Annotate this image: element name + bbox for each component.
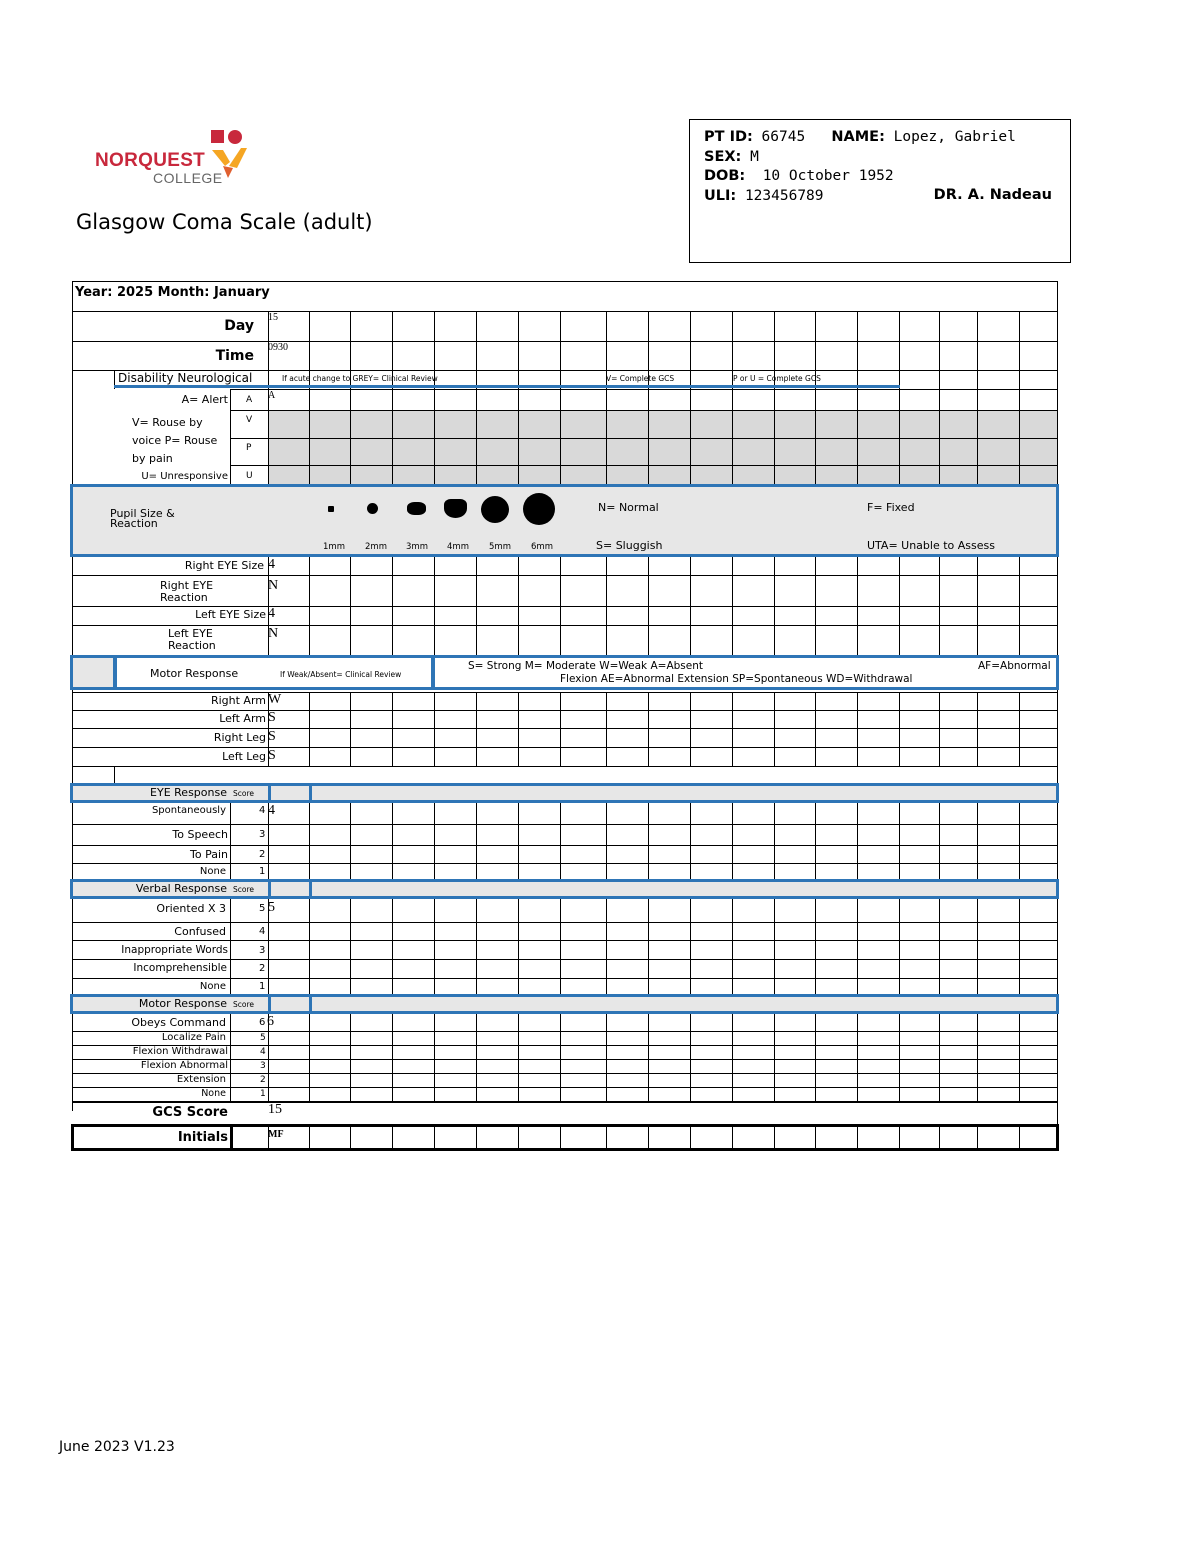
right-eye-size-label: Right EYE Size [184, 559, 264, 572]
grid-column-line [899, 557, 900, 655]
grid-column-line [392, 389, 393, 486]
grid-column-line [392, 557, 393, 655]
eye-item-2: To Pain [190, 848, 228, 861]
pupil-size-1: 1mm [323, 542, 345, 552]
grid-column-line [815, 557, 816, 655]
grid-column-line [434, 801, 435, 1101]
grid-column-line [899, 692, 900, 766]
disability-label: Disability Neurological [118, 371, 253, 385]
grid-column-line [732, 557, 733, 655]
grid-column-line [774, 557, 775, 655]
motor-item-0: Obeys Command [131, 1016, 226, 1029]
day-label: Day [224, 318, 254, 334]
grid-column-line [774, 389, 775, 486]
motor-legend-2: Flexion AE=Abnormal Extension SP=Spontaneous WD=Withdrawal [560, 673, 913, 685]
right-leg-label: Right Leg [213, 731, 266, 744]
entry-right-eye-reaction[interactable]: N [268, 578, 279, 593]
eye-response-label: EYE Response [150, 786, 227, 799]
grid-column-line [690, 389, 691, 486]
grid-column-line [350, 389, 351, 486]
grid-column-line [309, 801, 310, 1101]
entry-motor-score[interactable]: 6 [267, 1014, 274, 1029]
grid-column-line [1019, 692, 1020, 766]
grid-left-border [72, 281, 73, 1111]
grid-column-line [606, 801, 607, 1101]
grid-column-line [230, 389, 231, 486]
pupil-size-2: 2mm [365, 542, 387, 552]
grid-column-line [899, 311, 900, 389]
pupil-size-3: 3mm [406, 542, 428, 552]
motor-item-3: Flexion Abnormal [140, 1060, 228, 1071]
entry-right-arm[interactable]: W [268, 692, 282, 707]
form-title: Glasgow Coma Scale (adult) [76, 210, 373, 234]
pt-id-label: PT ID: [704, 129, 753, 145]
grid-column-line [690, 692, 691, 766]
motor-score-4: 2 [260, 1075, 266, 1085]
grid-column-line [939, 557, 940, 655]
patient-info-box [689, 119, 1071, 263]
uli-value: 123456789 [744, 187, 824, 204]
grid-column-line [899, 389, 900, 486]
left-leg-label: Left Leg [222, 750, 266, 763]
pupil-label: Pupil Size & Reaction [110, 507, 175, 530]
sex-label: SEX: [704, 148, 742, 165]
entry-time[interactable]: 0930 [268, 342, 288, 353]
alert-label: A= Alert [181, 393, 228, 406]
grid-column-line [476, 692, 477, 766]
year-month-label: Year: 2025 Month: January [75, 285, 270, 300]
grid-column-line [939, 389, 940, 486]
pupil-2mm-icon [367, 503, 378, 514]
grid-column-line [230, 801, 231, 1101]
entry-left-eye-reaction[interactable]: N [268, 626, 279, 641]
grid-column-line [815, 692, 816, 766]
grid-column-line [392, 692, 393, 766]
logo-name: NORQUEST [95, 150, 206, 171]
code-p: P [246, 443, 252, 453]
entry-avpu[interactable]: A [268, 390, 276, 401]
eye-item-3: None [199, 866, 226, 877]
grid-column-line [434, 557, 435, 655]
eye-item-0: Spontaneously [151, 805, 226, 816]
pupil-6mm-icon [523, 493, 555, 525]
motor-score-1: 5 [260, 1033, 266, 1043]
grid-column-line [518, 311, 519, 389]
motor-score-label: Score [233, 1000, 255, 1009]
grid-column-line [309, 389, 310, 486]
verbal-item-3: Incomprehensible [133, 962, 227, 974]
grid-column-line [857, 311, 858, 389]
doctor-name: DR. A. Nadeau [933, 187, 1052, 203]
grid-column-line [690, 557, 691, 655]
entry-eye-score[interactable]: 4 [268, 803, 275, 818]
sex-value: M [750, 148, 759, 165]
motor-response-note: If Weak/Absent= Clinical Review [280, 670, 402, 679]
grid-column-line [977, 801, 978, 1101]
grid-column-line [560, 801, 561, 1101]
grid-column-line [606, 557, 607, 655]
pt-id-value: 66745 [761, 129, 806, 145]
verbal-response-label: Verbal Response [135, 882, 227, 895]
grid-column-line [560, 692, 561, 766]
grid-column-line [350, 692, 351, 766]
grid-column-line [977, 389, 978, 486]
entry-day[interactable]: 15 [268, 312, 278, 323]
voice-pain-label: V= Rouse by voice P= Rouse by pain [132, 416, 218, 465]
grid-column-line [774, 692, 775, 766]
grid-column-line [690, 311, 691, 389]
grid-column-line [977, 311, 978, 389]
verbal-item-2: Inappropriate Words [121, 944, 228, 956]
grid-column-line [560, 311, 561, 389]
pupil-1mm-icon [328, 506, 334, 512]
grid-column-line [977, 692, 978, 766]
grid-column-line [815, 801, 816, 1101]
grid-column-line [648, 692, 649, 766]
grid-column-line [476, 557, 477, 655]
entry-left-leg[interactable]: S [268, 748, 276, 763]
verbal-score-1: 4 [259, 926, 266, 937]
pupil-normal: N= Normal [598, 501, 659, 514]
eye-score-3: 1 [259, 866, 266, 877]
motor-score-0: 6 [259, 1017, 266, 1028]
grid-column-line [732, 692, 733, 766]
footer-version: June 2023 V1.23 [59, 1439, 175, 1455]
uli-label: ULI: [704, 187, 737, 204]
left-eye-size-label: Left EYE Size [195, 608, 266, 621]
code-v: V [246, 415, 253, 425]
pupil-5mm-icon [481, 496, 509, 523]
grid-column-line [648, 557, 649, 655]
grid-column-line [268, 801, 269, 1101]
pupil-size-5: 5mm [489, 542, 511, 552]
grid-column-line [518, 557, 519, 655]
grid-column-line [732, 389, 733, 486]
unresponsive-label: U= Unresponsive [141, 471, 228, 482]
entry-left-arm[interactable]: S [268, 710, 276, 725]
motor-item-2: Flexion Withdrawal [132, 1046, 228, 1057]
initials-label: Initials [177, 1130, 228, 1145]
right-eye-reaction-label: Right EYE Reaction [160, 579, 214, 604]
verbal-score-4: 1 [259, 981, 266, 992]
entry-right-leg[interactable]: S [268, 729, 276, 744]
grid-column-line [392, 801, 393, 1101]
grid-column-line [939, 801, 940, 1101]
entry-left-eye-size[interactable]: 4 [268, 606, 275, 621]
grid-column-line [732, 801, 733, 1101]
right-arm-label: Right Arm [210, 694, 266, 707]
eye-score-0: 4 [259, 805, 266, 816]
motor-score-2: 4 [260, 1047, 266, 1057]
eye-score-label: Score [233, 789, 255, 798]
grid-column-line [518, 389, 519, 486]
code-a: A [246, 395, 253, 405]
grid-column-line [606, 692, 607, 766]
disability-note-v: V= Complete GCS [606, 374, 675, 383]
motor-left-cell [70, 655, 116, 690]
grid-column-line [857, 801, 858, 1101]
grid-column-line [476, 801, 477, 1101]
grid-column-line [939, 692, 940, 766]
grid-column-line [309, 692, 310, 766]
grid-column-line [1019, 311, 1020, 389]
motor-score-3: 3 [260, 1061, 266, 1071]
verbal-score-0: 5 [259, 903, 266, 914]
disability-note-grey: If acute change to GREY= Clinical Review [282, 374, 438, 383]
grid-column-line [1019, 557, 1020, 655]
pupil-size-4: 4mm [447, 542, 469, 552]
pupil-unable: UTA= Unable to Assess [867, 539, 995, 552]
norquest-logo [95, 128, 270, 188]
motor-item-1: Localize Pain [161, 1032, 226, 1043]
name-label: NAME: [831, 129, 885, 145]
grid-column-line [977, 557, 978, 655]
verbal-score-label: Score [233, 885, 255, 894]
grid-column-line [857, 389, 858, 486]
logo-sub: COLLEGE [153, 170, 223, 186]
pupil-3mm-icon [407, 502, 426, 515]
motor-legend-3: AF=Abnormal [978, 660, 1051, 672]
grid-column-line [434, 389, 435, 486]
pupil-fixed: F= Fixed [867, 501, 915, 514]
eye-item-1: To Speech [172, 828, 228, 841]
grid-column-line [939, 311, 940, 389]
verbal-item-0: Oriented X 3 [156, 902, 226, 915]
grid-column-line [648, 801, 649, 1101]
verbal-item-1: Confused [174, 925, 226, 938]
dob-label: DOB: [704, 168, 746, 184]
grid-column-line [268, 389, 269, 486]
grid-column-line [434, 692, 435, 766]
entry-verbal-score[interactable]: 5 [268, 900, 275, 915]
time-label: Time [215, 348, 254, 364]
entry-right-eye-size[interactable]: 4 [268, 557, 275, 572]
eye-score-2: 2 [259, 849, 266, 860]
grid-column-line [309, 557, 310, 655]
grid-column-line [899, 801, 900, 1101]
grid-column-line [476, 311, 477, 389]
left-arm-label: Left Arm [219, 712, 266, 725]
grid-column-line [560, 389, 561, 486]
patient-name: Lopez, Gabriel [893, 129, 1016, 145]
grid-column-line [1019, 801, 1020, 1101]
grid-column-line [350, 557, 351, 655]
verbal-item-4: None [199, 981, 226, 992]
pupil-size-6: 6mm [531, 542, 553, 552]
grid-column-line [518, 692, 519, 766]
motor-item-4: Extension [176, 1074, 226, 1085]
pupil-sluggish: S= Sluggish [596, 539, 663, 552]
grid-column-line [648, 389, 649, 486]
code-u: U [246, 471, 253, 481]
motor-response-label: Motor Response [150, 667, 239, 680]
verbal-score-3: 2 [259, 963, 266, 974]
disability-note-pu: P or U = Complete GCS [733, 374, 821, 383]
pupil-4mm-icon [444, 499, 467, 518]
dob-value: 10 October 1952 [762, 168, 894, 184]
disability-blue-line [114, 385, 900, 388]
grid-column-line [690, 801, 691, 1101]
entry-initials[interactable]: MF [268, 1129, 284, 1140]
left-eye-reaction-label: Left EYE Reaction [168, 627, 216, 652]
grid-column-line [476, 389, 477, 486]
grid-column-line [518, 801, 519, 1101]
verbal-score-2: 3 [259, 945, 266, 956]
gcs-score-label: GCS Score [152, 1105, 228, 1120]
motor-score-5: 1 [260, 1089, 266, 1099]
grid-column-line [857, 557, 858, 655]
motor-scale-label: Motor Response [138, 997, 227, 1010]
grid-column-line [560, 557, 561, 655]
grid-column-line [815, 389, 816, 486]
grid-column-line [857, 692, 858, 766]
eye-score-1: 3 [259, 829, 266, 840]
grid-column-line [350, 801, 351, 1101]
grid-column-line [774, 801, 775, 1101]
motor-legend-1: S= Strong M= Moderate W=Weak A=Absent [468, 660, 704, 672]
grid-column-line [1019, 389, 1020, 486]
entry-gcs-total[interactable]: 15 [268, 1102, 282, 1117]
motor-item-5: None [201, 1088, 226, 1099]
grid-column-line [606, 389, 607, 486]
